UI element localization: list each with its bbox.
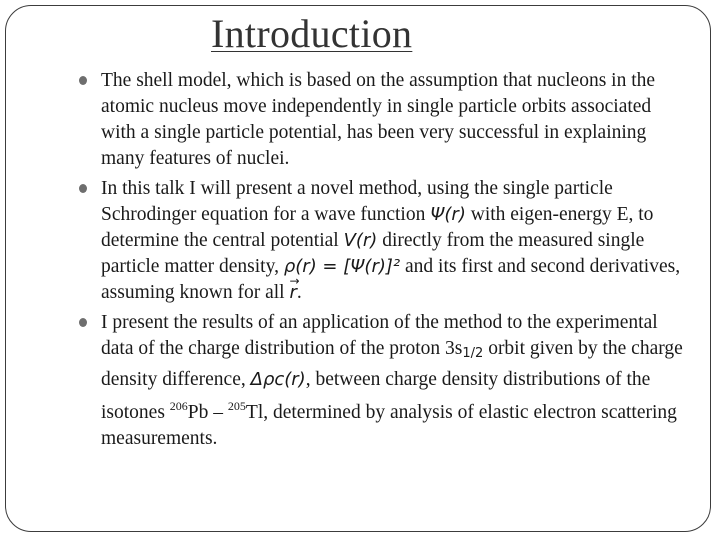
- isotope-mass-number: 206: [169, 399, 188, 413]
- isotope-mass-number: 205: [227, 399, 246, 413]
- bullet-dot-icon: [79, 76, 87, 85]
- slide-title: Introduction: [211, 11, 413, 56]
- bullet-text-part: with eigen-energy E, to determine the central potential: [101, 204, 654, 251]
- bullet-text-part: , between charge density distributions of the isotones: [101, 369, 651, 423]
- orbit-subscript: 1/2: [462, 346, 484, 361]
- bullet-dot-icon: [79, 318, 87, 327]
- position-vector: → r: [289, 280, 296, 306]
- density-formula: ρ(r) = [Ψ(r)]²: [283, 256, 401, 277]
- bullet-text-part: I present the results of an application of the method to the experimental data of the charge distribution of the proton 3s: [101, 312, 658, 359]
- bullet-text-part: .: [296, 282, 302, 303]
- bullet-text-part: directly from the measured single particle matter density,: [101, 230, 645, 277]
- potential-formula: V(r): [343, 230, 378, 251]
- isotope-symbol: Pb –: [187, 402, 228, 423]
- bullet-item-shell-model: [77, 68, 687, 172]
- bullet-text: The shell model, which is based on the assumption that nucleons in the atomic nucleus move independently in single particle orbits associated with a single particle potential, has been very successful in explaining many features of nuclei.: [101, 70, 656, 169]
- bullet-text-part: orbit given by the charge density difference,: [101, 338, 683, 390]
- bullet-dot-icon: [79, 184, 87, 193]
- bullet-list: [77, 68, 687, 456]
- bullet-text-part: In this talk I will present a novel method, using the single particle Schrodinger equation for a wave function: [101, 178, 613, 225]
- bullet-text-part: Tl, determined by analysis of elastic electron scattering measurements.: [101, 402, 677, 449]
- bullet-item-results: [77, 310, 687, 452]
- wave-function-formula: Ψ(r): [430, 204, 466, 225]
- bullet-item-novel-method: [77, 176, 687, 306]
- bullet-text-part: and its first and second derivatives, assuming known for all: [101, 256, 681, 303]
- charge-density-difference-formula: Δρc(r): [250, 369, 306, 390]
